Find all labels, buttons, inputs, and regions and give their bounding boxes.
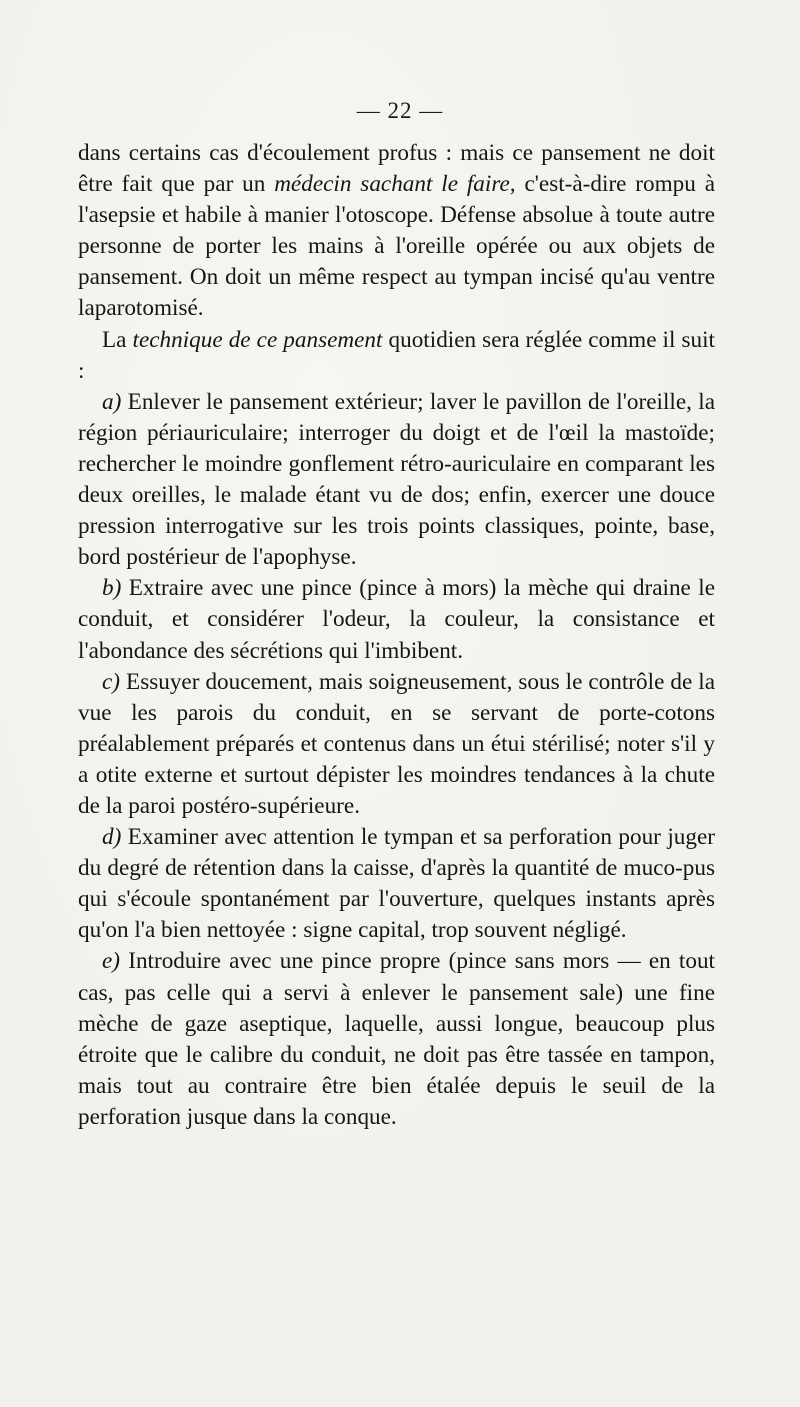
text-run: Enlever le pansement extérieur; laver le pavillon de l'oreille, la région périauriculaire; interroger du doigt et de l'œil la mastoïde; rechercher le moindre gonflement rétro-auriculaire en comparant les deux oreilles, le malade étant vu de dos; enfin, exercer une douce pression interrogative sur les trois points classiques, pointe, base, bord postérieur de l'apophyse. (78, 388, 715, 571)
italic-text: a) (102, 388, 122, 415)
italic-text: d) (102, 824, 122, 851)
italic-text: b) (102, 575, 122, 602)
paragraph (78, 325, 715, 387)
italic-text: technique de ce pansement (132, 326, 383, 353)
text-run: quotidien sera réglée comme il suit : (78, 326, 715, 384)
italic-text: c) (102, 668, 121, 695)
paragraph (78, 822, 715, 946)
paragraph (78, 946, 715, 1133)
page-number: — 22 — (356, 98, 444, 123)
text-run: Extraire avec une pince (pince à mors) la mèche qui draine le conduit, et considérer l'odeur, la couleur, la consistance et l'abondance des sécrétions qui l'imbibent. (78, 575, 715, 664)
text-run: La (102, 326, 133, 353)
body-text (78, 138, 715, 1133)
paragraph (78, 573, 715, 666)
italic-text: médecin sachant le faire, (274, 171, 516, 198)
text-run: dans certains cas d'écoulement profus : mais ce pansement ne doit être fait que par un (78, 140, 715, 198)
text-run: Introduire avec une pince propre (pince sans mors — en tout cas, pas celle qui a servi à enlever le pansement sale) une fine mèche de gaze aseptique, laquelle, aussi longue, beaucoup plus étroite que le calibre du conduit, ne doit pas être tassée en tampon, mais tout au contraire être bien étalée depuis le seuil de la perforation jusque dans la conque. (78, 948, 715, 1130)
text-run: Examiner avec attention le tympan et sa perforation pour juger du degré de rétention dans la caisse, d'après la quantité de muco-pus qui s'écoule spontanément par l'ouverture, quelques instants après qu'on l'a bien nettoyée : signe capital, trop souvent négligé. (78, 824, 715, 944)
text-run: Essuyer doucement, mais soigneusement, sous le contrôle de la vue les parois du conduit, en se servant de porte-cotons préalablement préparés et contenus dans un étui stérilisé; noter s'il y a otite externe et surtout dépister les moindres tendances à la chute de la paroi postéro-supérieure. (78, 668, 715, 819)
paragraph (78, 387, 715, 574)
paragraph (78, 667, 715, 822)
italic-text: e) (102, 948, 121, 975)
text-run: c'est-à-dire rompu à l'asepsie et habile à manier l'otoscope. Défense absolue à toute autre personne de porter les mains à l'oreille opérée ou aux objets de pansement. On doit un même respect au tympan incisé qu'au ventre laparotomisé. (78, 171, 715, 322)
paragraph (78, 138, 715, 325)
